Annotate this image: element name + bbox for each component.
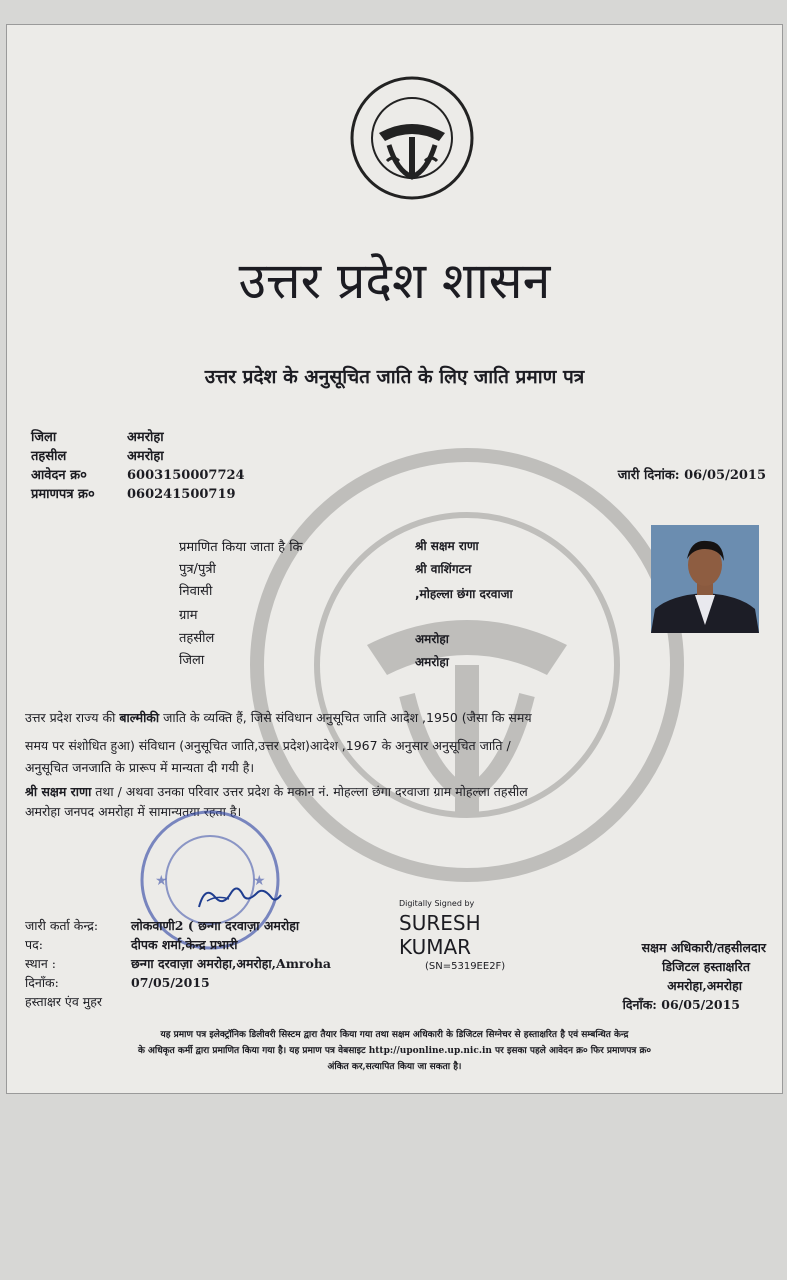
village-label: ग्राम [179, 608, 198, 623]
certify-label: प्रमाणित किया जाता है कि [179, 540, 303, 555]
post-value: दीपक शर्मा,केन्द्र प्रभारी [131, 937, 238, 952]
footer-line: यह प्रमाण पत्र इलेक्ट्रॉनिक डिलीवरी सिस्टम द्वारा तैयार किया गया तथा सक्षम अधिकारी के डिजिटल सिग्नेचर से हस्ताक्षरित है एवं सम्बन्धित केन्द्र [160, 1030, 629, 1040]
caste-paragraph-line2: समय पर संशोधित हुआ) संविधान (अनुसूचित जाति,उत्तर प्रदेश)आदेश ,1967 के अनुसार अनुसूचित जाति / [25, 738, 511, 753]
authority-date-label: दिनाँक: [622, 997, 657, 1012]
body-text: जाति के व्यक्ति हैं, जिसे संविधान अनुसूचित जाति आदेश ,1950 (जैसा कि समय [159, 710, 532, 725]
body-text: तथा / अथवा उनका परिवार उत्तर प्रदेश के मकान नं. मोहल्ला छंगा दरवाजा ग्राम मोहल्ला तहसील [91, 784, 528, 799]
district-label: जिला [31, 430, 57, 445]
application-label: आवेदन क्र० [31, 468, 87, 483]
tehsil-value: अमरोहा [127, 449, 164, 464]
page-title: उत्तर प्रदेश शासन [238, 252, 551, 310]
details-district-label: जिला [179, 653, 205, 668]
details-district-value: अमरोहा [415, 655, 449, 669]
body-text: उत्तर प्रदेश राज्य की [25, 710, 120, 725]
svg-text:★: ★ [253, 873, 266, 889]
issuer-date [25, 974, 210, 991]
caste-name: बाल्मीकी [119, 710, 160, 725]
applicant-photo [651, 525, 759, 633]
details-tehsil-value: अमरोहा [415, 632, 449, 646]
issuing-center [25, 917, 299, 934]
district-value: अमरोहा [127, 430, 164, 445]
certificate-subtitle: उत्तर प्रदेश के अनुसूचित जाति के लिए जाति प्रमाण पत्र [204, 366, 585, 388]
digital-signer-first-name: SURESH [399, 911, 481, 935]
svg-text:★: ★ [155, 873, 168, 889]
authority-digital-signed: डिजिटल हस्ताक्षरित [662, 959, 750, 974]
authority-title: सक्षम अधिकारी/तहसीलदार [641, 940, 766, 955]
issue-date [618, 465, 766, 483]
digital-signature-caption: Digitally Signed by [399, 899, 475, 908]
applicant-name: श्री सक्षम राणा [415, 539, 479, 553]
issuer-place [25, 955, 331, 972]
certificate-label: प्रमाणपत्र क्र० [31, 487, 95, 502]
application-number: 6003150007724 [127, 468, 245, 483]
certificate-number: 060241500719 [127, 487, 236, 502]
post-label: पद: [25, 937, 43, 952]
state-emblem-logo [349, 75, 475, 201]
issue-date-value: 06/05/2015 [684, 468, 766, 483]
caste-paragraph-line1 [25, 707, 767, 729]
digital-signer-last-name: KUMAR [399, 935, 472, 959]
resident-value: ,मोहल्ला छंगा दरवाजा [415, 587, 513, 601]
meta-tehsil [31, 446, 164, 464]
meta-application [31, 465, 245, 483]
issuer-post [25, 936, 237, 953]
digital-signature-serial: (SN=5319EE2F) [425, 961, 506, 972]
authority-date-value: 06/05/2015 [661, 997, 740, 1012]
issuer-date-label: दिनाँक: [25, 975, 59, 990]
parent-label: पुत्र/पुत्री [179, 562, 216, 577]
caste-paragraph-line3: अनुसूचित जनजाति के प्रारूप में मान्यता दी गयी है। [25, 760, 255, 775]
certificate-page [6, 24, 783, 1094]
details-tehsil-label: तहसील [179, 631, 215, 646]
applicant-name-inline: श्री सक्षम राणा [25, 784, 92, 799]
certificate-footer-note [21, 1027, 768, 1075]
parent-name: श्री वाशिंगटन [415, 562, 472, 576]
issuer-date-value: 07/05/2015 [131, 975, 210, 990]
meta-certificate [31, 484, 236, 502]
residence-paragraph-line1 [25, 781, 767, 803]
sign-label: हस्ताक्षर एंव मुहर [25, 994, 102, 1009]
issuing-center-label: जारी कर्ता केन्द्र: [25, 918, 99, 933]
authority-date [623, 996, 740, 1013]
signature-seal-label [25, 993, 102, 1010]
issue-date-label: जारी दिनांक: [617, 468, 680, 483]
meta-district [31, 427, 164, 445]
footer-line: के अधिकृत कर्मी द्वारा प्रमाणित किया गया है। यह प्रमाण पत्र वेबसाइट http://uponline.up.nic.in पर इसका पहले आवेदन क्र० फिर प्रमाणपत्र क्र० [137, 1046, 652, 1056]
footer-line: अंकित कर,सत्यापित किया जा सकता है। [327, 1062, 462, 1072]
issuing-center-value: लोकवाणी2 ( छन्गा दरवाज़ा अमरोहा [131, 918, 300, 933]
tehsil-label: तहसील [31, 449, 67, 464]
place-label: स्थान : [25, 956, 56, 971]
resident-label: निवासी [179, 584, 213, 599]
residence-paragraph-line2: अमरोहा जनपद अमरोहा में सामान्यतया रहता है। [25, 804, 242, 819]
authority-location: अमरोहा,अमरोहा [667, 978, 742, 993]
place-value: छन्गा दरवाज़ा अमरोहा,अमरोहा,Amroha [131, 956, 332, 971]
